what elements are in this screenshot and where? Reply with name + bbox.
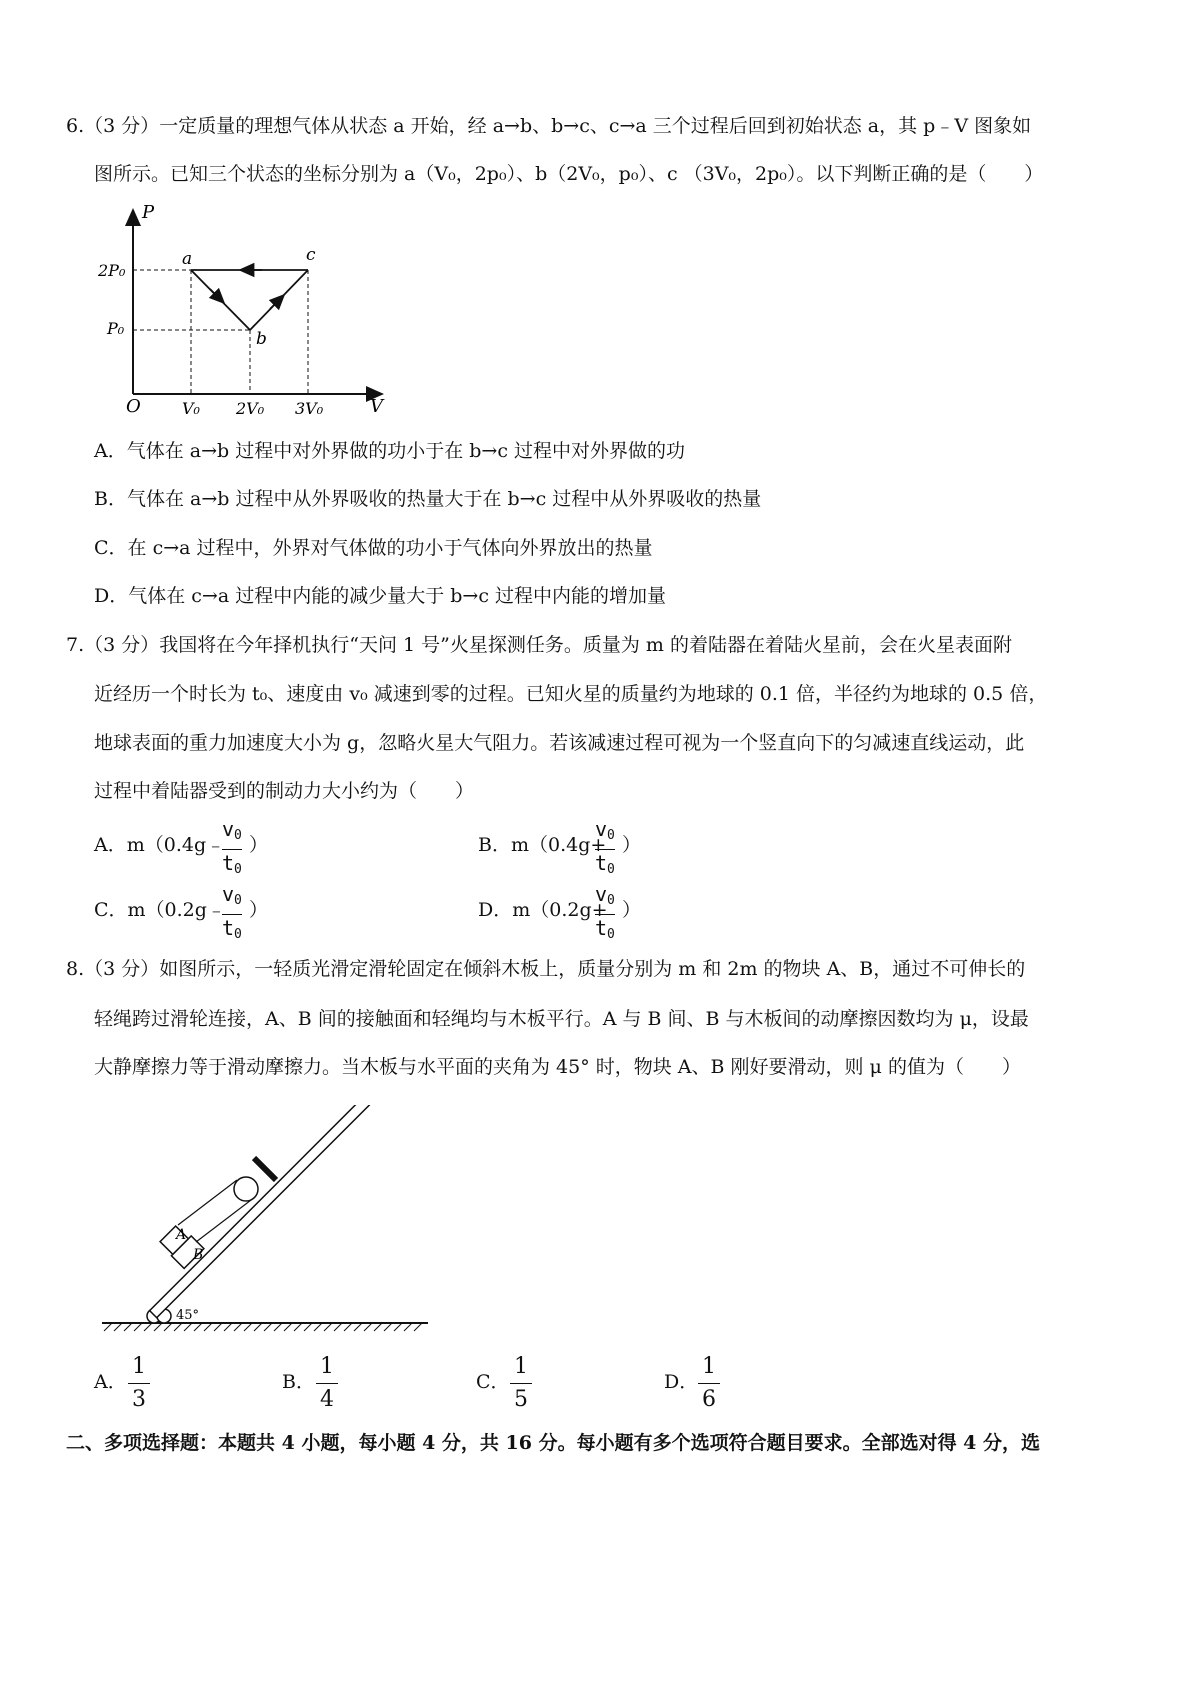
q6-stem-line1: 6.（3 分）一定质量的理想气体从状态 a 开始，经 a→b、b→c、c→a 三个过程后回到初始状态 a，其 p﹣V 图象如 — [66, 115, 1032, 137]
q8-option-d-fraction — [698, 1354, 720, 1413]
denominator: t — [595, 916, 608, 940]
numerator: v — [595, 817, 608, 841]
denominator: t — [595, 851, 608, 875]
subscript: 0 — [234, 828, 242, 843]
tick-p0: P₀ — [107, 319, 125, 338]
q7-option-c-fraction — [222, 883, 242, 946]
denominator: 5 — [514, 1387, 528, 1412]
incline-board — [150, 1105, 397, 1318]
q6-option-a[interactable]: A．气体在 a→b 过程中对外界做的功小于在 b→c 过程中对外界做的功 — [94, 440, 686, 462]
subscript: 0 — [607, 893, 615, 908]
q8-option-c-fraction — [510, 1354, 532, 1413]
q8-option-a-label: A． — [94, 1371, 127, 1393]
numerator: 1 — [320, 1354, 334, 1379]
denominator: 3 — [132, 1387, 146, 1412]
section2-heading: 二、多项选择题：本题共 4 小题，每小题 4 分，共 16 分。每小题有多个选项符合题目要求。全部选对得 4 分，选 — [66, 1432, 1041, 1454]
angle-label: 45° — [176, 1308, 200, 1323]
tick-2v0: 2V₀ — [236, 399, 265, 418]
subscript: 0 — [234, 862, 242, 877]
q7-option-a-fraction — [222, 818, 242, 881]
point-b-label: b — [256, 329, 267, 349]
point-a-label: a — [182, 249, 193, 269]
numerator: v — [595, 882, 608, 906]
q6-option-b[interactable]: B．气体在 a→b 过程中从外界吸收的热量大于在 b→c 过程中从外界吸收的热量 — [94, 488, 762, 510]
subscript: 0 — [607, 862, 615, 877]
incline-figure — [96, 1105, 436, 1335]
q7-option-d-fraction — [595, 883, 615, 946]
q7-option-b-prefix: B．m（0.4g+ — [478, 834, 607, 856]
denominator: t — [222, 851, 235, 875]
numerator: v — [222, 882, 235, 906]
numerator: 1 — [702, 1354, 716, 1379]
q8-stem-line1: 8.（3 分）如图所示，一轻质光滑定滑轮固定在倾斜木板上，质量分别为 m 和 2m 的物块 A、B，通过不可伸长的 — [66, 958, 1026, 980]
q6-option-c[interactable]: C．在 c→a 过程中，外界对气体做的功小于气体向外界放出的热量 — [94, 537, 653, 559]
tick-3v0: 3V₀ — [295, 399, 324, 418]
q6-stem-line2: 图所示。已知三个状态的坐标分别为 a（V₀，2p₀）、b（2V₀，p₀）、c （3V₀，2p₀）。以下判断正确的是（ ） — [94, 163, 1044, 185]
subscript: 0 — [607, 927, 615, 942]
subscript: 0 — [234, 927, 242, 942]
q7-option-d-prefix: D．m（0.2g+ — [478, 899, 608, 921]
q7-option-a-suffix: ） — [249, 834, 269, 856]
q8-option-d-label: D． — [664, 1371, 699, 1393]
q7-option-c-prefix: C．m（0.2g﹣ — [94, 899, 226, 921]
label-b: B — [193, 1247, 204, 1263]
q7-stem-line3: 地球表面的重力加速度大小为 g，忽略火星大气阻力。若该减速过程可视为一个竖直向下的匀减速直线运动，此 — [94, 732, 1025, 754]
q8-option-a-fraction — [128, 1354, 150, 1413]
q8-option-b-fraction — [316, 1354, 338, 1413]
pv-graph — [90, 198, 400, 423]
subscript: 0 — [234, 893, 242, 908]
origin-label: O — [126, 396, 141, 417]
q7-option-c-suffix: ） — [249, 899, 269, 921]
tick-2p0: 2P₀ — [98, 261, 126, 280]
label-a: A — [176, 1227, 187, 1243]
q7-option-a-prefix: A．m（0.4g﹣ — [94, 834, 226, 856]
q7-option-b-fraction — [595, 818, 615, 881]
point-c-label: c — [306, 245, 316, 265]
x-axis-label: V — [370, 396, 383, 417]
numerator: 1 — [132, 1354, 146, 1379]
q6-option-d[interactable]: D．气体在 c→a 过程中内能的减少量大于 b→c 过程中内能的增加量 — [94, 585, 667, 607]
q7-stem-line1: 7.（3 分）我国将在今年择机执行“天问 1 号”火星探测任务。质量为 m 的着陆器在着陆火星前，会在火星表面附 — [66, 634, 1012, 656]
q8-stem-line2: 轻绳跨过滑轮连接，A、B 间的接触面和轻绳均与木板平行。A 与 B 间、B 与木板间的动摩擦因数均为 μ，设最 — [94, 1008, 1029, 1030]
rope-a — [178, 1180, 237, 1225]
subscript: 0 — [607, 828, 615, 843]
denominator: t — [222, 916, 235, 940]
q7-option-d-suffix: ） — [622, 899, 642, 921]
q8-option-b-label: B． — [282, 1371, 315, 1393]
tick-v0: V₀ — [182, 399, 200, 418]
stopper — [254, 1158, 276, 1180]
numerator: v — [222, 817, 235, 841]
y-axis-label: P — [142, 202, 155, 223]
numerator: 1 — [514, 1354, 528, 1379]
q7-stem-line2: 近经历一个时长为 t₀、速度由 v₀ 减速到零的过程。已知火星的质量约为地球的 0.1 倍，半径约为地球的 0.5 倍， — [94, 683, 1048, 705]
q7-stem-line4: 过程中着陆器受到的制动力大小约为（ ） — [94, 780, 475, 802]
denominator: 4 — [320, 1387, 334, 1412]
q8-option-c-label: C． — [476, 1371, 510, 1393]
q7-option-b-suffix: ） — [622, 834, 642, 856]
q8-stem-line3: 大静摩擦力等于滑动摩擦力。当木板与水平面的夹角为 45° 时，物块 A、B 刚好要滑动，则 μ 的值为（ ） — [94, 1056, 1021, 1078]
denominator: 6 — [702, 1387, 716, 1412]
